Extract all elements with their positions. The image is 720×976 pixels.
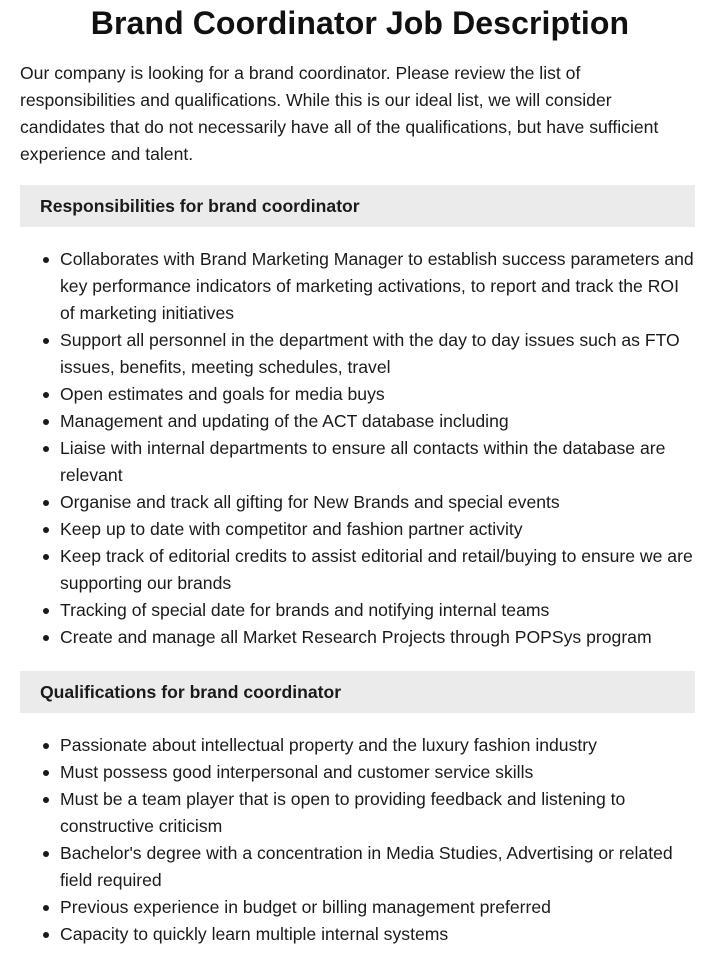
qualification-item: Previous experience in budget or billing management preferred — [40, 894, 695, 921]
qualification-item: Must be a team player that is open to providing feedback and listening to constructive criticism — [40, 786, 695, 840]
qualification-item: Capacity to quickly learn multiple internal systems — [40, 921, 695, 948]
qualification-item: Bachelor's degree with a concentration in Media Studies, Advertising or related field required — [40, 840, 695, 894]
qualifications-heading: Qualifications for brand coordinator — [20, 671, 695, 713]
responsibility-item: Keep track of editorial credits to assist editorial and retail/buying to ensure we are supporting our brands — [40, 543, 695, 597]
responsibility-item: Create and manage all Market Research Projects through POPSys program — [40, 624, 695, 651]
qualifications-list — [40, 732, 695, 948]
responsibilities-list — [40, 246, 695, 651]
responsibility-item: Keep up to date with competitor and fashion partner activity — [40, 516, 695, 543]
responsibilities-heading: Responsibilities for brand coordinator — [20, 185, 695, 227]
responsibility-item: Open estimates and goals for media buys — [40, 381, 695, 408]
intro-paragraph: Our company is looking for a brand coordinator. Please review the list of responsibilities and qualifications. While this is our ideal list, we will consider candidates that do not necessarily have all of the qualifications, but have sufficient experience and talent. — [20, 63, 659, 164]
responsibility-item: Liaise with internal departments to ensure all contacts within the database are relevant — [40, 435, 695, 489]
responsibility-item: Collaborates with Brand Marketing Manager to establish success parameters and key performance indicators of marketing activations, to report and track the ROI of marketing initiatives — [40, 246, 695, 327]
responsibility-item: Tracking of special date for brands and notifying internal teams — [40, 597, 695, 624]
page-title: Brand Coordinator Job Description — [90, 5, 630, 41]
qualification-item: Must possess good interpersonal and customer service skills — [40, 759, 695, 786]
responsibility-item: Support all personnel in the department with the day to day issues such as FTO issues, benefits, meeting schedules, travel — [40, 327, 695, 381]
qualification-item: Passionate about intellectual property and the luxury fashion industry — [40, 732, 695, 759]
responsibility-item: Organise and track all gifting for New Brands and special events — [40, 489, 695, 516]
responsibility-item: Management and updating of the ACT database including — [40, 408, 695, 435]
